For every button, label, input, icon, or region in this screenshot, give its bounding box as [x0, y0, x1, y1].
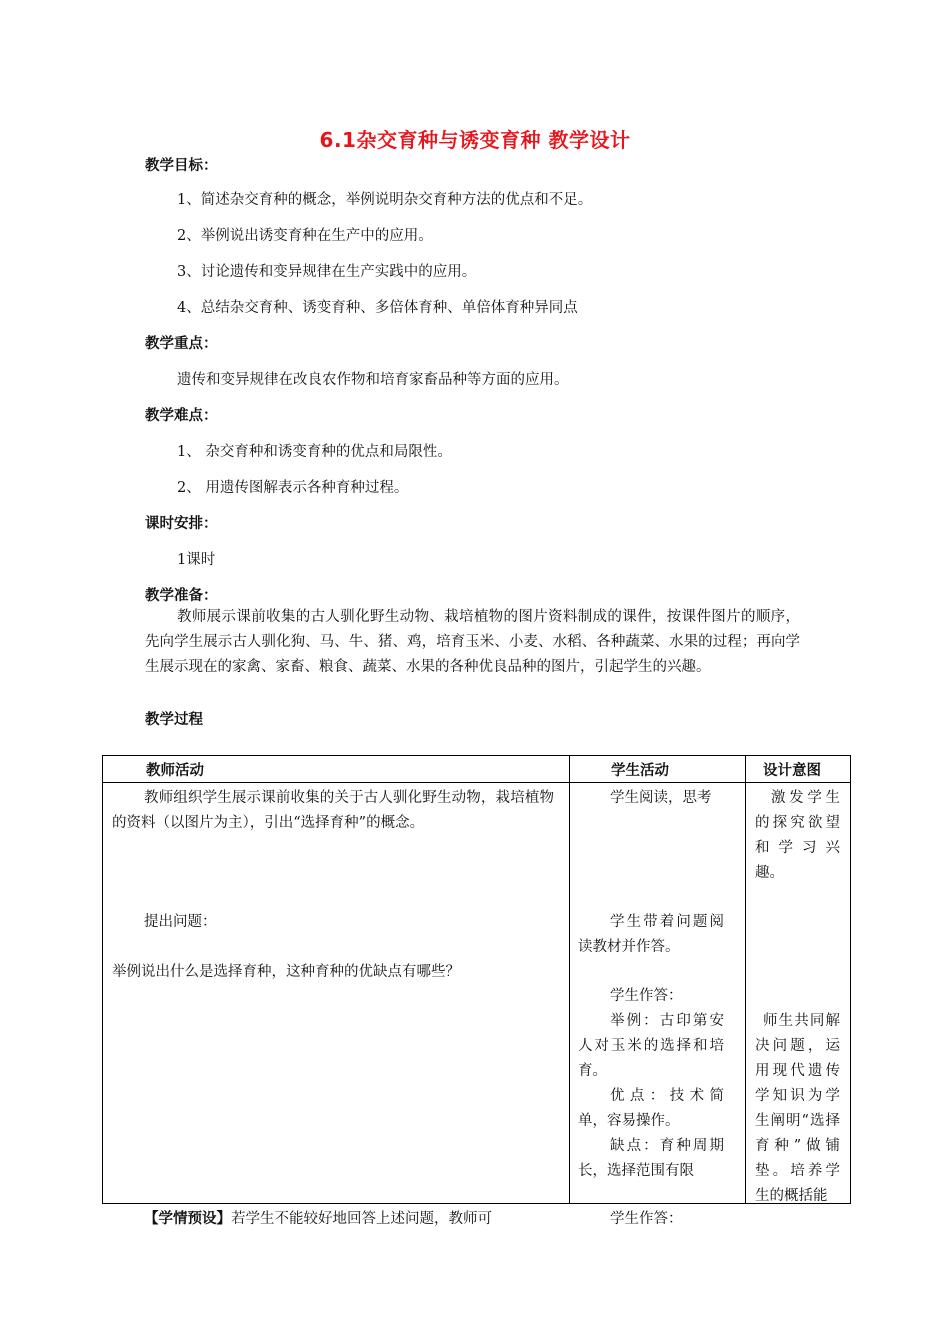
teacher-text: 提出问题： [144, 914, 217, 930]
preparation-text: 教师展示课前收集的古人驯化野生动物、栽培植物的图片资料制成的课件，按课件图片的顺序，先向学生展示古人驯化狗、马、牛、猪、鸡，培育玉米、小麦、水稻、各种蔬菜、水果的过程；再向学生展示现在的家禽、家畜、粮食、蔬菜、水果的各种优良品种的图片，引起学生的兴趣。 [145, 609, 800, 675]
column-header-teacher: 教师活动 [103, 756, 570, 783]
student-activity-cell [570, 783, 746, 1227]
difficulties-heading: 教学难点： [145, 408, 218, 424]
intent-text: 师生共同解决问题，运用现代遗传学知识为学生阐明“选择育种”做铺垫。培养学生的概括能 [755, 1013, 840, 1204]
objective-item: 3、讨论遗传和变异规律在生产实践中的应用。 [177, 264, 477, 280]
objectives-heading: 教学目标： [145, 158, 218, 174]
teacher-activity-cell [103, 783, 570, 1227]
objective-item: 2、举例说出诱变育种在生产中的应用。 [177, 228, 433, 244]
preset-label: 【学情预设】 [144, 1211, 231, 1227]
preset-text: 若学生不能较好地回答上述问题，教师可 [231, 1211, 492, 1227]
teacher-text: 教师组织学生展示课前收集的关于古人驯化野生动物，栽培植物的资料（以图片为主），引出“选择育种”的概念。 [112, 790, 554, 831]
teacher-text: 举例说出什么是选择育种，这种育种的优缺点有哪些？ [112, 964, 460, 980]
teacher-preset [103, 1207, 501, 1232]
student-text: 举例：古印第安人对玉米的选择和培育。 [578, 1013, 724, 1079]
student-text: 学生作答： [610, 1211, 683, 1227]
difficulty-item: 1、 杂交育种和诱变育种的优点和局限性。 [177, 444, 452, 460]
student-text: 学生作答： [610, 988, 683, 1004]
preparation-heading: 教学准备： [145, 588, 218, 604]
table-header-row [103, 756, 851, 783]
column-header-student: 学生活动 [570, 756, 746, 783]
objective-item: 4、总结杂交育种、诱变育种、多倍体育种、单倍体育种异同点 [177, 300, 578, 316]
student-text: 缺点：育种周期长，选择范围有限 [578, 1138, 724, 1179]
key-points-heading: 教学重点： [145, 336, 218, 352]
table-row [103, 783, 851, 1204]
student-text: 学生阅读，思考 [610, 790, 712, 806]
process-table [102, 755, 851, 1227]
design-intent-cell [746, 783, 851, 1204]
schedule-text: 1课时 [177, 552, 216, 568]
student-text: 学生带着问题阅读教材并作答。 [578, 914, 724, 955]
process-heading: 教学过程 [145, 712, 203, 728]
column-header-intent: 设计意图 [746, 756, 851, 783]
document-title: 6.1杂交育种与诱变育种 教学设计 [319, 128, 631, 152]
schedule-heading: 课时安排： [145, 516, 218, 532]
intent-text: 激发学生的探究欲望和学习兴趣。 [755, 790, 840, 881]
student-text: 优点：技术简单，容易操作。 [578, 1088, 724, 1129]
difficulty-item: 2、 用遗传图解表示各种育种过程。 [177, 480, 409, 496]
key-points-text: 遗传和变异规律在改良农作物和培育家畜品种等方面的应用。 [177, 372, 569, 388]
objective-item: 1、简述杂交育种的概念，举例说明杂交育种方法的优点和不足。 [177, 192, 593, 208]
